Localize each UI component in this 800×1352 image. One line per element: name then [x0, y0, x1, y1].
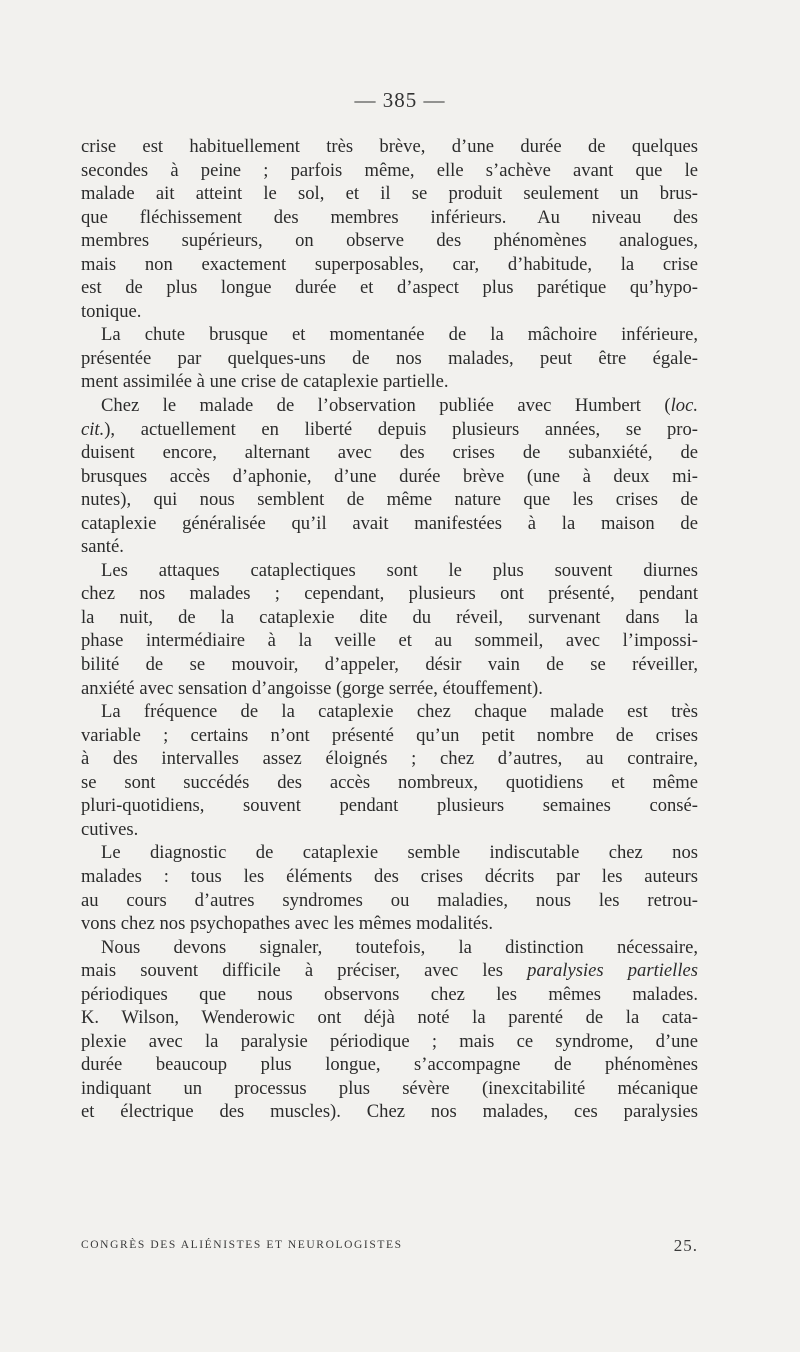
- page-number: — 385 —: [354, 88, 446, 112]
- text-line: malades : tous les éléments des crises décrits par les auteurs: [81, 865, 698, 887]
- text-line: bilité de se mouvoir, d’appeler, désir vain de se réveiller,: [81, 654, 698, 676]
- text-line: que fléchissement des membres inférieurs. Au niveau des: [81, 206, 698, 228]
- text-line: plexie avec la paralysie périodique ; mais ce syndrome, d’une: [81, 1030, 698, 1052]
- page-footer: [81, 1236, 698, 1256]
- text-line: Chez le malade de l’observation publiée avec Humbert (loc.: [101, 395, 698, 417]
- text-line: tonique.: [81, 300, 142, 322]
- text-line: Nous devons signaler, toutefois, la distinction nécessaire,: [101, 936, 698, 958]
- text-line: périodiques que nous observons chez les mêmes malades.: [81, 983, 698, 1005]
- text-line: cataplexie généralisée qu’il avait manifestées à la maison de: [81, 512, 698, 534]
- text-line: la nuit, de la cataplexie dite du réveil, survenant dans la: [81, 606, 698, 628]
- text-line: variable ; certains n’ont présenté qu’un petit nombre de crises: [81, 724, 698, 746]
- text-line: K. Wilson, Wenderowic ont déjà noté la parenté de la cata-: [81, 1007, 698, 1029]
- printer-signature: CONGRÈS DES ALIÉNISTES ET NEUROLOGISTES: [81, 1239, 403, 1251]
- text-line: se sont succédés des accès nombreux, quotidiens et même: [81, 771, 698, 793]
- text-line: Le diagnostic de cataplexie semble indiscutable chez nos: [101, 842, 698, 864]
- text-line: duisent encore, alternant avec des crises de subanxiété, de: [81, 442, 698, 464]
- text-line: brusques accès d’aphonie, d’une durée brève (une à deux mi-: [81, 465, 698, 487]
- text-line: est de plus longue durée et d’aspect plus parétique qu’hypo-: [81, 277, 698, 299]
- text-line: ment assimilée à une crise de cataplexie partielle.: [81, 371, 449, 393]
- text-line: La fréquence de la cataplexie chez chaque malade est très: [101, 701, 698, 723]
- text-line: au cours d’autres syndromes ou maladies, nous les retrou-: [81, 889, 698, 911]
- text-line: durée beaucoup plus longue, s’accompagne de phénomènes: [81, 1054, 698, 1076]
- text-line: cit.), actuellement en liberté depuis plusieurs années, se pro-: [81, 418, 698, 440]
- text-line: secondes à peine ; parfois même, elle s’achève avant que le: [81, 159, 698, 181]
- text-line: Les attaques cataplectiques sont le plus souvent diurnes: [101, 559, 698, 581]
- text-line: crise est habituellement très brève, d’une durée de quelques: [81, 136, 698, 157]
- text-line: phase intermédiaire à la veille et au sommeil, avec l’impossi-: [81, 630, 698, 652]
- text-line: nutes), qui nous semblent de même nature que les crises de: [81, 489, 698, 511]
- body-text: [81, 135, 698, 1124]
- text-line: vons chez nos psychopathes avec les mêmes modalités.: [81, 913, 494, 935]
- text-line: et électrique des muscles). Chez nos malades, ces paralysies: [81, 1101, 698, 1123]
- text-line: santé.: [81, 536, 124, 558]
- text-line: chez nos malades ; cependant, plusieurs ont présenté, pendant: [81, 583, 698, 605]
- text-line: malade ait atteint le sol, et il se produit seulement un brus-: [81, 183, 698, 205]
- text-line: indiquant un processus plus sévère (inexcitabilité mécanique: [81, 1077, 698, 1099]
- text-line: anxiété avec sensation d’angoisse (gorge serrée, étouffement).: [81, 677, 543, 699]
- text-line: à des intervalles assez éloignés ; chez d’autres, au contraire,: [81, 748, 698, 770]
- text-line: La chute brusque et momentanée de la mâchoire inférieure,: [101, 324, 698, 346]
- text-line: pluri-quotidiens, souvent pendant plusieurs semaines consé-: [81, 795, 698, 817]
- sheet-number: 25.: [673, 1236, 698, 1255]
- text-line: mais souvent difficile à préciser, avec les paralysies partielles: [81, 960, 698, 982]
- text-line: mais non exactement superposables, car, d’habitude, la crise: [81, 253, 698, 275]
- text-line: cutives.: [81, 818, 139, 840]
- text-line: membres supérieurs, on observe des phénomènes analogues,: [81, 230, 698, 252]
- text-line: présentée par quelques-uns de nos malades, peut être égale-: [81, 347, 698, 369]
